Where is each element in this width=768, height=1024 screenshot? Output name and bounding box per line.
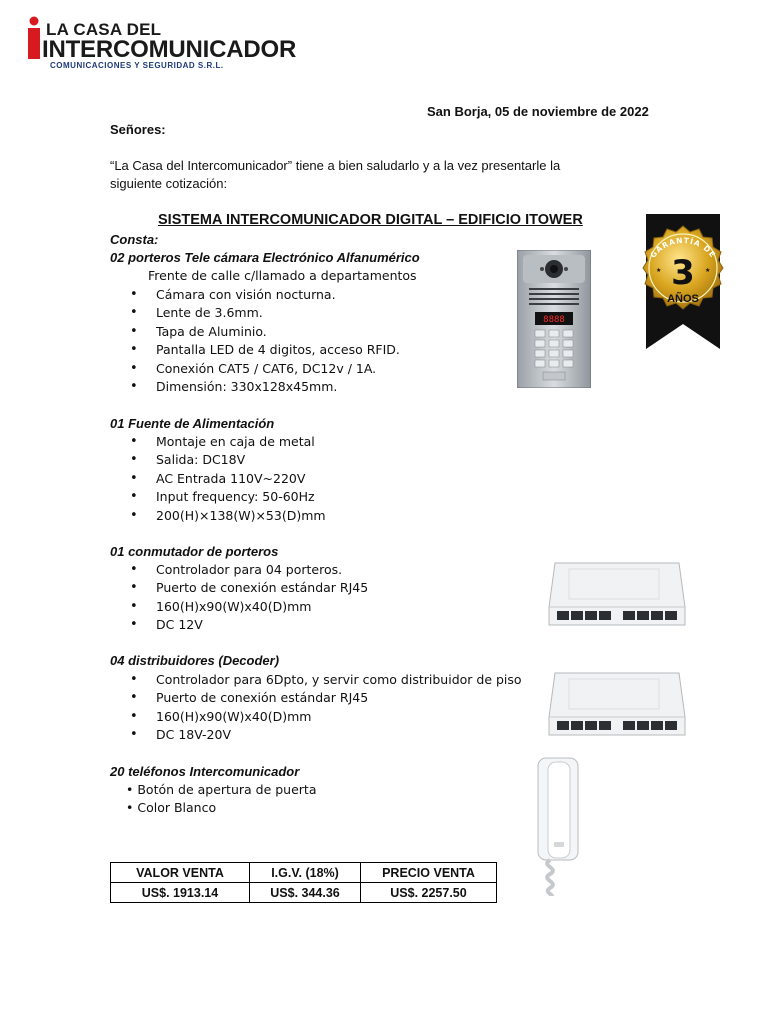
logo-line2: INTERCOMUNICADOR	[42, 36, 297, 63]
list-item: • Input frequency: 50-60Hz	[130, 488, 326, 506]
list-item: • Controlador para 04 porteros.	[130, 561, 368, 579]
switcher-device-image	[547, 559, 687, 631]
list-item: • DC 12V	[130, 616, 368, 634]
conmutador-heading: 01 conmutador de porteros	[110, 544, 279, 559]
porteros-subheading: Frente de calle c/llamado a departamentos	[148, 268, 417, 283]
star-icon: ★	[656, 267, 662, 274]
letter-date: San Borja, 05 de noviembre de 2022	[427, 104, 649, 119]
porteros-heading: 02 porteros Tele cámara Electrónico Alfanumérico	[110, 250, 420, 265]
badge-number: 3	[671, 253, 695, 293]
list-item: • Cámara con visión nocturna.	[130, 286, 400, 304]
list-item: • 160(H)x90(W)x40(D)mm	[130, 598, 368, 616]
value-igv: US$. 344.36	[250, 883, 361, 903]
conmutador-list	[130, 561, 368, 635]
list-item: • Dimensión: 330x128x45mm.	[130, 378, 400, 396]
list-item: • Controlador para 6Dpto, y servir como distribuidor de piso	[130, 671, 522, 689]
distribuidores-list	[130, 671, 522, 745]
telefonos-list	[126, 781, 316, 816]
telefonos-heading: 20 teléfonos Intercomunicador	[110, 764, 300, 779]
list-item: • Botón de apertura de puerta	[126, 782, 317, 797]
list-item: • Puerto de conexión estándar RJ45	[130, 579, 368, 597]
table-row	[111, 883, 497, 903]
list-item: • 160(H)x90(W)x40(D)mm	[130, 708, 522, 726]
list-item: • Puerto de conexión estándar RJ45	[130, 689, 522, 707]
distributor-device-image	[547, 669, 687, 741]
price-table	[110, 862, 497, 903]
value-valor-venta: US$. 1913.14	[111, 883, 250, 903]
salutation: Señores:	[110, 122, 166, 137]
panel-display-digits: 8888	[543, 315, 565, 325]
intro-line-2: siguiente cotización:	[110, 176, 228, 191]
list-item: • Lente de 3.6mm.	[130, 304, 400, 322]
logo-line3: COMUNICACIONES Y SEGURIDAD S.R.L.	[50, 61, 224, 70]
table-header-row	[111, 863, 497, 883]
porteros-list	[130, 286, 400, 396]
door-panel-image	[517, 250, 591, 388]
list-item: • Color Blanco	[126, 799, 217, 815]
header-valor-venta: VALOR VENTA	[111, 863, 250, 883]
star-icon: ★	[705, 267, 711, 274]
list-item: • Montaje en caja de metal	[130, 433, 326, 451]
logo-i-mark	[26, 16, 42, 60]
list-item: • DC 18V-20V	[130, 726, 522, 744]
list-item: • AC Entrada 110V~220V	[130, 470, 326, 488]
value-precio-venta: US$. 2257.50	[361, 883, 497, 903]
badge-arc-text: GARANTÍA DE	[648, 235, 718, 260]
warranty-badge	[628, 212, 738, 352]
list-item: • Pantalla LED de 4 digitos, acceso RFID.	[130, 341, 400, 359]
header-igv: I.G.V. (18%)	[250, 863, 361, 883]
consta-label: Consta:	[110, 232, 159, 247]
badge-label: AÑOS	[667, 293, 699, 305]
document-title: SISTEMA INTERCOMUNICADOR DIGITAL – EDIFICIO ITOWER	[158, 212, 583, 228]
intercom-phone-image	[528, 756, 584, 898]
intro-line-1: “La Casa del Intercomunicador” tiene a bien saludarlo y a la vez presentarle la	[110, 158, 561, 173]
logo-line1: LA CASA DEL	[46, 20, 162, 39]
list-item: • 200(H)×138(W)×53(D)mm	[130, 507, 326, 525]
list-item: • Salida: DC18V	[130, 451, 326, 469]
header-precio-venta: PRECIO VENTA	[361, 863, 497, 883]
fuente-list	[130, 433, 326, 525]
fuente-heading: 01 Fuente de Alimentación	[110, 416, 275, 431]
list-item: • Conexión CAT5 / CAT6, DC12v / 1A.	[130, 360, 400, 378]
list-item: • Tapa de Aluminio.	[130, 323, 400, 341]
distribuidores-heading: 04 distribuidores (Decoder)	[110, 653, 280, 668]
